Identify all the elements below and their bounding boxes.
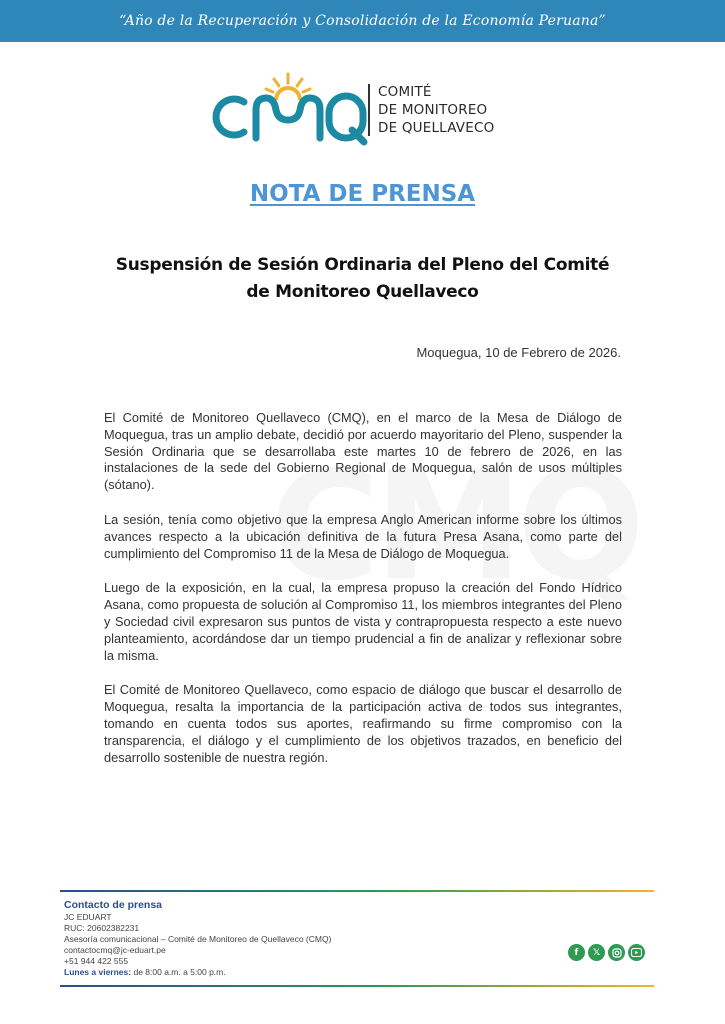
contact-line: RUC: 20602382231 — [64, 923, 140, 933]
instagram-icon[interactable] — [608, 944, 625, 961]
press-contact — [64, 898, 331, 978]
top-banner: “Año de la Recuperación y Consolidación de la Economía Peruana” — [0, 0, 725, 42]
hours-label: Lunes a viernes: — [64, 967, 132, 977]
youtube-icon[interactable] — [628, 944, 645, 961]
facebook-icon[interactable]: f — [568, 944, 585, 961]
contact-line: Asesoría comunicacional – Comité de Monitoreo de Quellaveco (CMQ) — [64, 934, 332, 944]
paragraph: El Comité de Monitoreo Quellaveco (CMQ), en el marco de la Mesa de Diálogo de Moquegua, tras un amplio debate, decidió por acuerdo mayoritario del Pleno, suspender la Sesión Ordinaria que se desarrollaba este martes 10 de febrero de 2026, en las instalaciones de la sede del Gobierno Regional de Moquegua, salón de usos múltiples (sótano). — [104, 410, 622, 493]
contact-email[interactable]: contactocmq@jc-eduart.pe — [64, 945, 166, 955]
press-title: NOTA DE PRENSA — [249, 181, 476, 207]
article-body — [104, 410, 622, 784]
headline: Suspensión de Sesión Ordinaria del Pleno del Comité de Monitoreo Quellaveco — [115, 255, 610, 302]
cmq-logo-mark — [208, 72, 368, 146]
paragraph: El Comité de Monitoreo Quellaveco, como espacio de diálogo que buscar el desarrollo de Moquegua, resalta la importancia de la participación activa de todos sus integrantes, tomando en cuenta todos sus aportes, reafirmando su firme compromiso con la transparencia, el diálogo y el cumplimiento de los objetivos trazados, en beneficio del desarrollo sostenible de nuestra región. — [104, 682, 622, 765]
paragraph: Luego de la exposición, en la cual, la empresa propuso la creación del Fondo Hídrico Asana, como propuesta de solución al Compromiso 11, los miembros integrantes del Pleno y Sociedad civil expresaron sus puntos de vista y contrapropuesta respecto a este nuevo planteamiento, acordándose dar un tiempo prudencial a fin de analizar y reflexionar sobre la misma. — [104, 580, 622, 663]
hours-value: de 8:00 a.m. a 5:00 p.m. — [133, 967, 226, 977]
footer-divider-bottom — [60, 985, 654, 988]
contact-line: JC EDUART — [64, 912, 112, 922]
paragraph: La sesión, tenía como objetivo que la empresa Anglo American informe sobre los últimos avances respecto a la ubicación definitiva de la futura Presa Asana, como parte del cumplimiento del Compromiso 11 de la Mesa de Diálogo de Moquegua. — [104, 511, 622, 561]
dateline: Moquegua, 10 de Febrero de 2026. — [416, 345, 621, 360]
logo-name-line: DE QUELLAVECO — [378, 120, 495, 136]
logo-name-line: DE MONITOREO — [378, 102, 488, 118]
contact-phone[interactable]: +51 944 422 555 — [64, 956, 129, 966]
logo-name-line: COMITÉ — [378, 84, 432, 100]
contact-title: Contacto de prensa — [64, 899, 163, 911]
logo-name — [378, 83, 494, 137]
footer-divider-top — [60, 890, 654, 893]
social-links — [568, 944, 645, 961]
x-twitter-icon[interactable]: 𝕏 — [588, 944, 605, 961]
cmq-logo — [208, 72, 518, 146]
logo-divider — [368, 84, 370, 136]
contact-hours — [64, 967, 331, 978]
